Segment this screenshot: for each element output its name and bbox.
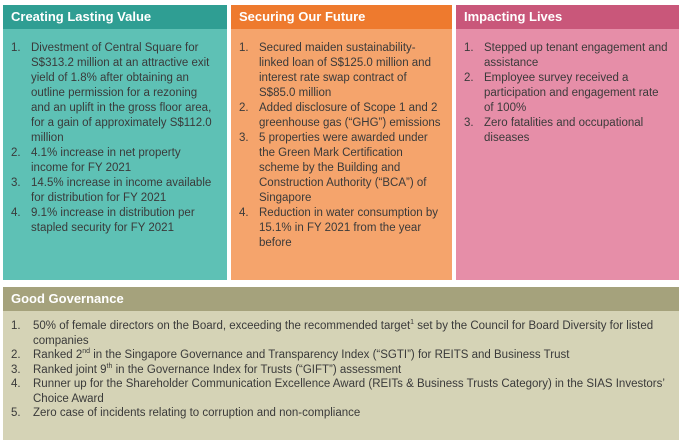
list-item: 9.1% increase in distribution per stapled security for FY 2021 [31, 207, 195, 234]
list-item [11, 319, 671, 348]
list-item: Reduction in water consumption by 15.1% in FY 2021 from the year before [259, 207, 438, 249]
list-item: Zero case of incidents relating to corruption and non-compliance [33, 407, 361, 419]
creating-lasting-value-panel [3, 5, 227, 280]
impacting-lives-body [456, 29, 679, 280]
creating-lasting-value-title: Creating Lasting Value [3, 5, 227, 29]
securing-our-future-panel [231, 5, 452, 280]
list-item: Zero fatalities and occupational diseases [484, 117, 644, 144]
impacting-lives-title: Impacting Lives [456, 5, 679, 29]
securing-our-future-list [239, 41, 444, 251]
list-item: Added disclosure of Scope 1 and 2 greenhouse gas (“GHG”) emissions [259, 102, 441, 129]
impacting-lives-panel [456, 5, 679, 280]
securing-our-future-title: Securing Our Future [231, 5, 452, 29]
item-text: Ranked 2 [33, 349, 83, 361]
securing-our-future-body [231, 29, 452, 280]
good-governance-title: Good Governance [3, 287, 679, 311]
item-text: in the Governance Index for Trusts (“GIFT”) assessment [112, 363, 402, 376]
list-item: Divestment of Central Square for S$313.2 million at an attractive exit yield of 1.8% after obtaining an outline permission for a rezoning and an uplift in the gross floor area, for a gain of approximately S$112.0 million [31, 42, 212, 144]
good-governance-list [11, 319, 671, 421]
list-item: Runner up for the Shareholder Communication Excellence Award (REITs & Business Trusts Category) in the SIAS Investors’ Choice Award [33, 378, 665, 405]
impacting-lives-list [464, 41, 671, 146]
list-item: 5 properties were awarded under the Green Mark Certification scheme by the Building and Construction Authority (“BCA”) of Singapore [259, 132, 428, 204]
list-item: Employee survey received a participation and engagement rate of 100% [484, 72, 659, 114]
list-item: 4.1% increase in net property income for FY 2021 [31, 147, 181, 174]
item-text: set by the Council for Board Diversity for listed companies [33, 320, 654, 347]
footnote-marker: 1 [410, 319, 415, 327]
list-item [11, 363, 671, 378]
item-text: in the Singapore Governance and Transparency Index (“SGTI”) for REITS and Business Trust [90, 349, 570, 361]
list-item: Secured maiden sustainability-linked loan of S$125.0 million and interest rate swap contract of S$85.0 million [259, 42, 431, 99]
list-item: Stepped up tenant engagement and assistance [484, 42, 668, 69]
creating-lasting-value-body [3, 29, 227, 280]
good-governance-panel [3, 287, 679, 440]
item-text: Ranked joint 9 [33, 363, 107, 376]
list-item [11, 348, 671, 363]
ordinal-suffix: nd [82, 348, 91, 356]
creating-lasting-value-list [11, 41, 219, 236]
ordinal-suffix: th [106, 362, 113, 370]
good-governance-body [3, 311, 679, 440]
list-item: 14.5% increase in income available for distribution for FY 2021 [31, 177, 212, 204]
item-text: 50% of female directors on the Board, exceeding the recommended target [33, 320, 411, 332]
